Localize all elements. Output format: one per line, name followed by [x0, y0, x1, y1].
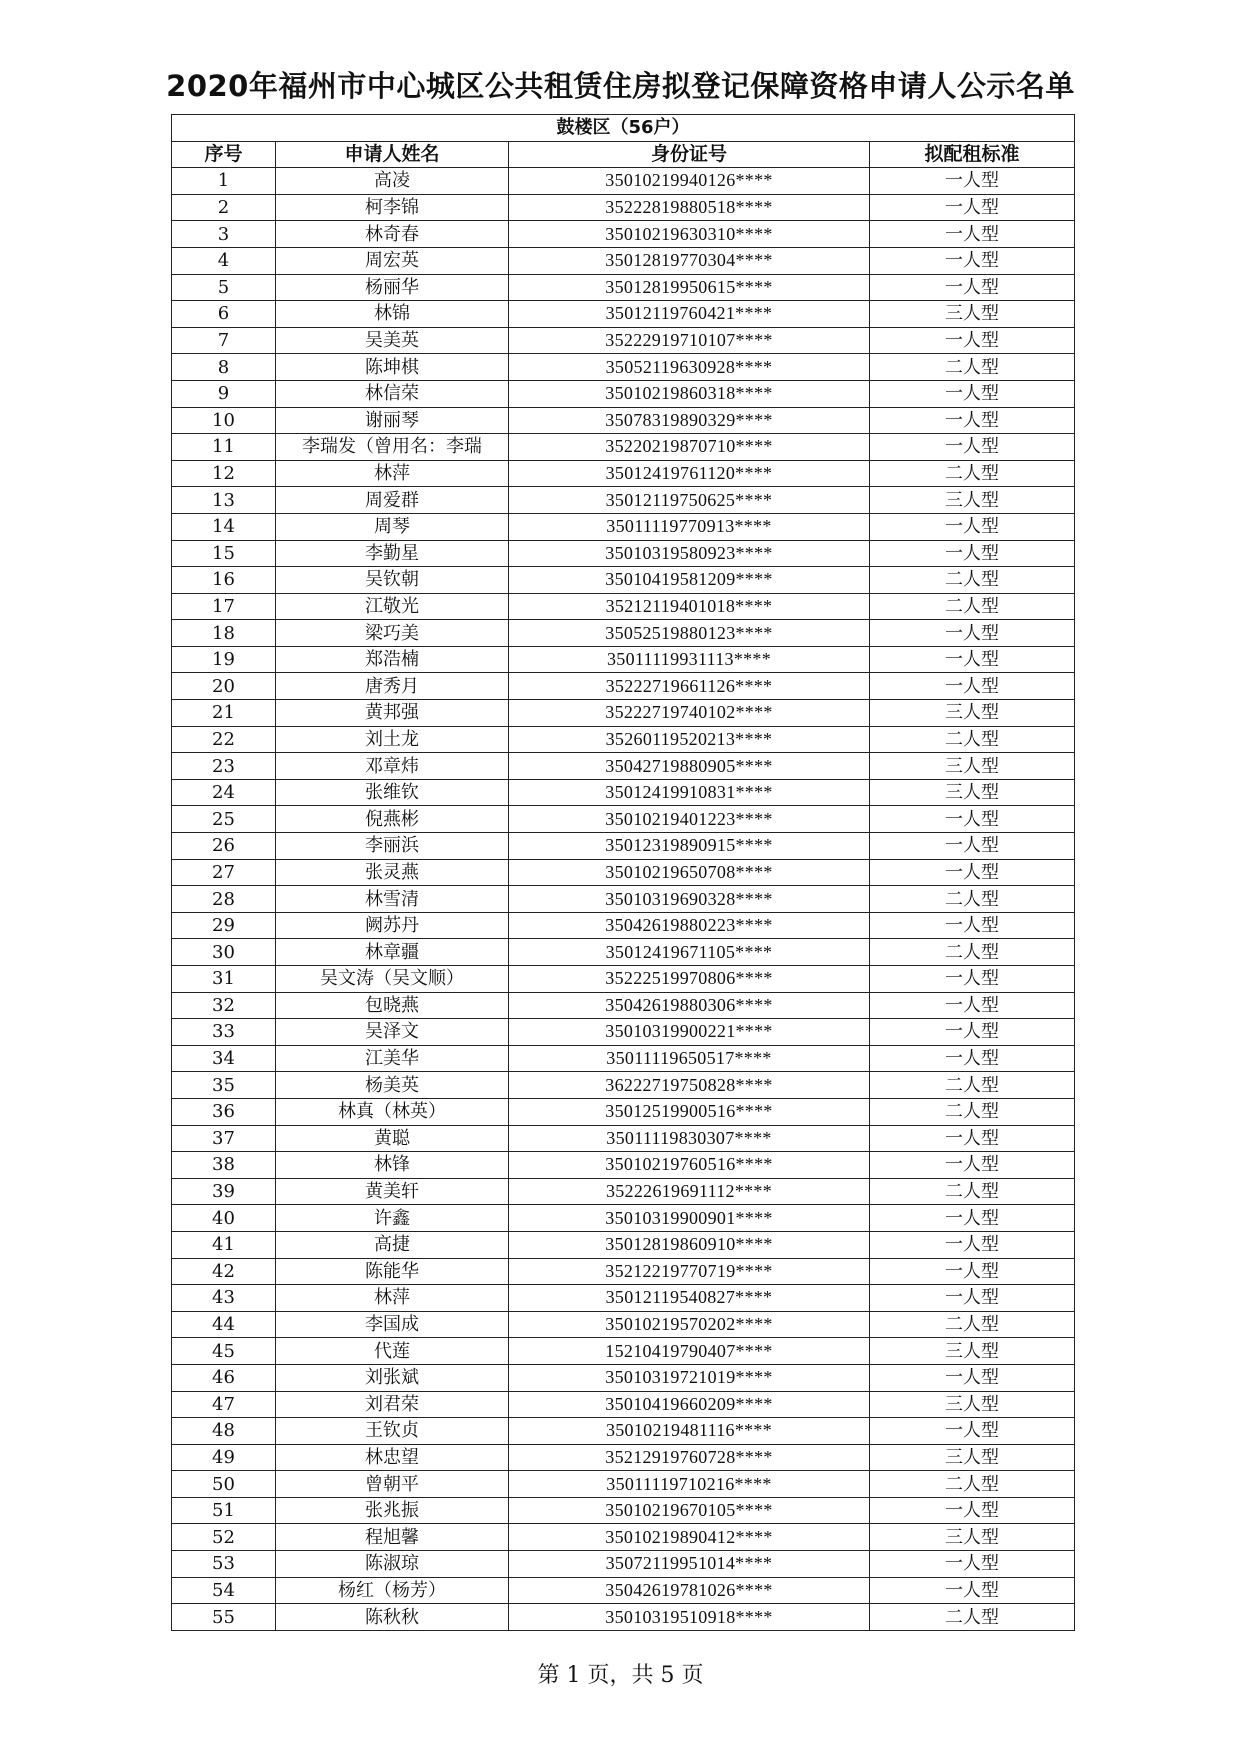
rental-standard-cell: 三人型 — [870, 779, 1075, 806]
table-row — [172, 434, 1075, 461]
applicant-name-cell: 陈能华 — [276, 1258, 509, 1285]
id-number-cell: 35222719740102**** — [509, 700, 870, 727]
id-number-cell: 35012819860910**** — [509, 1231, 870, 1258]
table-row — [172, 301, 1075, 328]
table-row — [172, 1125, 1075, 1152]
rental-standard-cell: 三人型 — [870, 753, 1075, 780]
applicant-name-cell: 刘君荣 — [276, 1391, 509, 1418]
row-number-cell: 55 — [172, 1604, 276, 1631]
id-number-cell: 35010319721019**** — [509, 1364, 870, 1391]
table-row — [172, 567, 1075, 594]
rental-standard-cell: 一人型 — [870, 540, 1075, 567]
rental-standard-cell: 一人型 — [870, 1497, 1075, 1524]
district-header: 鼓楼区（56户） — [172, 115, 1075, 142]
table-row — [172, 753, 1075, 780]
rental-standard-cell: 一人型 — [870, 407, 1075, 434]
applicant-name-cell: 张灵燕 — [276, 859, 509, 886]
column-header-row — [172, 141, 1075, 168]
table-body — [172, 168, 1075, 1631]
row-number-cell: 34 — [172, 1045, 276, 1072]
id-number-cell: 35012419671105**** — [509, 939, 870, 966]
id-number-cell: 35220219870710**** — [509, 434, 870, 461]
row-number-cell: 17 — [172, 593, 276, 620]
id-number-cell: 35212219770719**** — [509, 1258, 870, 1285]
row-number-cell: 8 — [172, 354, 276, 381]
applicant-name-cell: 林锦 — [276, 301, 509, 328]
row-number-cell: 32 — [172, 992, 276, 1019]
row-number-cell: 45 — [172, 1338, 276, 1365]
table-row — [172, 1471, 1075, 1498]
table-row — [172, 1045, 1075, 1072]
id-number-cell: 35012119540827**** — [509, 1285, 870, 1312]
applicant-name-cell: 阙苏丹 — [276, 912, 509, 939]
id-number-cell: 35011119710216**** — [509, 1471, 870, 1498]
id-number-cell: 35012519900516**** — [509, 1098, 870, 1125]
row-number-cell: 1 — [172, 168, 276, 195]
applicant-name-cell: 吴泽文 — [276, 1019, 509, 1046]
row-number-cell: 46 — [172, 1364, 276, 1391]
rental-standard-cell: 一人型 — [870, 221, 1075, 248]
table-row — [172, 1418, 1075, 1445]
id-number-cell: 35042619880223**** — [509, 912, 870, 939]
applicant-name-cell: 陈秋秋 — [276, 1604, 509, 1631]
id-number-cell: 35012419761120**** — [509, 460, 870, 487]
table-row — [172, 1444, 1075, 1471]
row-number-cell: 31 — [172, 966, 276, 993]
row-number-cell: 7 — [172, 327, 276, 354]
table-row — [172, 912, 1075, 939]
table-row — [172, 726, 1075, 753]
rental-standard-cell: 一人型 — [870, 806, 1075, 833]
row-number-cell: 30 — [172, 939, 276, 966]
rental-standard-cell: 一人型 — [870, 513, 1075, 540]
column-header-type: 拟配租标准 — [870, 141, 1075, 168]
id-number-cell: 35010419581209**** — [509, 567, 870, 594]
applicant-name-cell: 黄邦强 — [276, 700, 509, 727]
table-row — [172, 1231, 1075, 1258]
id-number-cell: 35222719661126**** — [509, 673, 870, 700]
applicant-name-cell: 高捷 — [276, 1231, 509, 1258]
id-number-cell: 35010319900901**** — [509, 1205, 870, 1232]
rental-standard-cell: 一人型 — [870, 992, 1075, 1019]
rental-standard-cell: 一人型 — [870, 327, 1075, 354]
rental-standard-cell: 一人型 — [870, 380, 1075, 407]
applicant-name-cell: 柯李锦 — [276, 194, 509, 221]
row-number-cell: 27 — [172, 859, 276, 886]
rental-standard-cell: 一人型 — [870, 1205, 1075, 1232]
id-number-cell: 35012419910831**** — [509, 779, 870, 806]
id-number-cell: 35012819770304**** — [509, 247, 870, 274]
rental-standard-cell: 二人型 — [870, 1072, 1075, 1099]
id-number-cell: 35052119630928**** — [509, 354, 870, 381]
row-number-cell: 16 — [172, 567, 276, 594]
id-number-cell: 35010219940126**** — [509, 168, 870, 195]
id-number-cell: 35012119760421**** — [509, 301, 870, 328]
row-number-cell: 18 — [172, 620, 276, 647]
row-number-cell: 19 — [172, 646, 276, 673]
id-number-cell: 35010219481116**** — [509, 1418, 870, 1445]
district-header-row — [172, 115, 1075, 142]
rental-standard-cell: 二人型 — [870, 1098, 1075, 1125]
rental-standard-cell: 一人型 — [870, 859, 1075, 886]
table-row — [172, 1178, 1075, 1205]
rental-standard-cell: 三人型 — [870, 700, 1075, 727]
applicant-name-cell: 李瑞发（曾用名：李瑞 — [276, 434, 509, 461]
row-number-cell: 29 — [172, 912, 276, 939]
row-number-cell: 47 — [172, 1391, 276, 1418]
row-number-cell: 15 — [172, 540, 276, 567]
applicant-name-cell: 王钦贞 — [276, 1418, 509, 1445]
applicant-name-cell: 吴文涛（吴文顺） — [276, 966, 509, 993]
row-number-cell: 43 — [172, 1285, 276, 1312]
column-header-name: 申请人姓名 — [276, 141, 509, 168]
page-footer: 第 1 页，共 5 页 — [537, 1663, 704, 1688]
table-row — [172, 380, 1075, 407]
applicant-name-cell: 周宏英 — [276, 247, 509, 274]
rental-standard-cell: 二人型 — [870, 939, 1075, 966]
table-row — [172, 407, 1075, 434]
table-row — [172, 1072, 1075, 1099]
rental-standard-cell: 三人型 — [870, 1338, 1075, 1365]
row-number-cell: 12 — [172, 460, 276, 487]
rental-standard-cell: 一人型 — [870, 673, 1075, 700]
document-title: 2020年福州市中心城区公共租赁住房拟登记保障资格申请人公示名单 — [166, 69, 1075, 103]
table-row — [172, 221, 1075, 248]
table-row — [172, 168, 1075, 195]
id-number-cell: 35011119830307**** — [509, 1125, 870, 1152]
applicant-name-cell: 刘土龙 — [276, 726, 509, 753]
rental-standard-cell: 一人型 — [870, 168, 1075, 195]
applicant-name-cell: 谢丽琴 — [276, 407, 509, 434]
applicant-name-cell: 唐秀月 — [276, 673, 509, 700]
id-number-cell: 35260119520213**** — [509, 726, 870, 753]
applicant-name-cell: 陈淑琼 — [276, 1551, 509, 1578]
rental-standard-cell: 一人型 — [870, 646, 1075, 673]
row-number-cell: 2 — [172, 194, 276, 221]
row-number-cell: 41 — [172, 1231, 276, 1258]
applicant-name-cell: 江美华 — [276, 1045, 509, 1072]
row-number-cell: 20 — [172, 673, 276, 700]
rental-standard-cell: 二人型 — [870, 567, 1075, 594]
rental-standard-cell: 一人型 — [870, 1045, 1075, 1072]
rental-standard-cell: 二人型 — [870, 460, 1075, 487]
applicant-name-cell: 周爱群 — [276, 487, 509, 514]
id-number-cell: 35212919760728**** — [509, 1444, 870, 1471]
table-row — [172, 779, 1075, 806]
id-number-cell: 35222919710107**** — [509, 327, 870, 354]
row-number-cell: 53 — [172, 1551, 276, 1578]
row-number-cell: 23 — [172, 753, 276, 780]
table-row — [172, 1311, 1075, 1338]
applicant-name-cell: 李丽浜 — [276, 833, 509, 860]
table-row — [172, 886, 1075, 913]
id-number-cell: 35222619691112**** — [509, 1178, 870, 1205]
row-number-cell: 51 — [172, 1497, 276, 1524]
applicant-name-cell: 李国成 — [276, 1311, 509, 1338]
id-number-cell: 35010319900221**** — [509, 1019, 870, 1046]
table-row — [172, 487, 1075, 514]
applicant-name-cell: 林真（林英） — [276, 1098, 509, 1125]
applicant-name-cell: 周琴 — [276, 513, 509, 540]
id-number-cell: 35012819950615**** — [509, 274, 870, 301]
applicant-name-cell: 刘张斌 — [276, 1364, 509, 1391]
applicant-name-cell: 梁巧美 — [276, 620, 509, 647]
table-row — [172, 1497, 1075, 1524]
id-number-cell: 35072119951014**** — [509, 1551, 870, 1578]
row-number-cell: 40 — [172, 1205, 276, 1232]
id-number-cell: 35010219670105**** — [509, 1497, 870, 1524]
applicant-name-cell: 林雪清 — [276, 886, 509, 913]
id-number-cell: 35222819880518**** — [509, 194, 870, 221]
table-row — [172, 859, 1075, 886]
rental-standard-cell: 一人型 — [870, 1577, 1075, 1604]
row-number-cell: 50 — [172, 1471, 276, 1498]
row-number-cell: 3 — [172, 221, 276, 248]
table-row — [172, 1338, 1075, 1365]
row-number-cell: 14 — [172, 513, 276, 540]
table-row — [172, 1577, 1075, 1604]
rental-standard-cell: 二人型 — [870, 1311, 1075, 1338]
id-number-cell: 35011119770913**** — [509, 513, 870, 540]
table-row — [172, 620, 1075, 647]
applicant-name-cell: 林忠望 — [276, 1444, 509, 1471]
rental-standard-cell: 三人型 — [870, 1524, 1075, 1551]
column-header-id: 身份证号 — [509, 141, 870, 168]
row-number-cell: 39 — [172, 1178, 276, 1205]
rental-standard-cell: 一人型 — [870, 1019, 1075, 1046]
applicant-name-cell: 邓章炜 — [276, 753, 509, 780]
applicant-name-cell: 林奇春 — [276, 221, 509, 248]
id-number-cell: 35010219760516**** — [509, 1152, 870, 1179]
row-number-cell: 48 — [172, 1418, 276, 1445]
rental-standard-cell: 一人型 — [870, 1231, 1075, 1258]
applicant-name-cell: 张兆振 — [276, 1497, 509, 1524]
row-number-cell: 22 — [172, 726, 276, 753]
row-number-cell: 4 — [172, 247, 276, 274]
table-row — [172, 833, 1075, 860]
table-row — [172, 194, 1075, 221]
id-number-cell: 15210419790407**** — [509, 1338, 870, 1365]
table-row — [172, 700, 1075, 727]
rental-standard-cell: 三人型 — [870, 301, 1075, 328]
rental-standard-cell: 一人型 — [870, 1418, 1075, 1445]
rental-standard-cell: 一人型 — [870, 434, 1075, 461]
row-number-cell: 25 — [172, 806, 276, 833]
table-row — [172, 1524, 1075, 1551]
row-number-cell: 10 — [172, 407, 276, 434]
id-number-cell: 35011119650517**** — [509, 1045, 870, 1072]
rental-standard-cell: 一人型 — [870, 1551, 1075, 1578]
applicant-name-cell: 倪燕彬 — [276, 806, 509, 833]
table-row — [172, 540, 1075, 567]
table-row — [172, 1098, 1075, 1125]
table-row — [172, 1258, 1075, 1285]
rental-standard-cell: 二人型 — [870, 1471, 1075, 1498]
table-row — [172, 673, 1075, 700]
rental-standard-cell: 一人型 — [870, 247, 1075, 274]
rental-standard-cell: 三人型 — [870, 487, 1075, 514]
id-number-cell: 35052519880123**** — [509, 620, 870, 647]
row-number-cell: 33 — [172, 1019, 276, 1046]
row-number-cell: 52 — [172, 1524, 276, 1551]
applicant-name-cell: 林萍 — [276, 1285, 509, 1312]
table-row — [172, 992, 1075, 1019]
row-number-cell: 24 — [172, 779, 276, 806]
row-number-cell: 38 — [172, 1152, 276, 1179]
rental-standard-cell: 一人型 — [870, 1152, 1075, 1179]
row-number-cell: 36 — [172, 1098, 276, 1125]
row-number-cell: 5 — [172, 274, 276, 301]
rental-standard-cell: 一人型 — [870, 274, 1075, 301]
id-number-cell: 35212119401018**** — [509, 593, 870, 620]
rental-standard-cell: 一人型 — [870, 1258, 1075, 1285]
table-row — [172, 1285, 1075, 1312]
table-row — [172, 247, 1075, 274]
rental-standard-cell: 二人型 — [870, 593, 1075, 620]
applicant-name-cell: 李勤星 — [276, 540, 509, 567]
table-row — [172, 1551, 1075, 1578]
table-row — [172, 1019, 1075, 1046]
rental-standard-cell: 二人型 — [870, 1604, 1075, 1631]
id-number-cell: 35042619781026**** — [509, 1577, 870, 1604]
id-number-cell: 35010219570202**** — [509, 1311, 870, 1338]
id-number-cell: 35010219860318**** — [509, 380, 870, 407]
rental-standard-cell: 一人型 — [870, 194, 1075, 221]
table-row — [172, 327, 1075, 354]
table-row — [172, 274, 1075, 301]
id-number-cell: 35012119750625**** — [509, 487, 870, 514]
row-number-cell: 21 — [172, 700, 276, 727]
row-number-cell: 44 — [172, 1311, 276, 1338]
id-number-cell: 35010319510918**** — [509, 1604, 870, 1631]
rental-standard-cell: 二人型 — [870, 354, 1075, 381]
applicant-name-cell: 程旭馨 — [276, 1524, 509, 1551]
applicant-name-cell: 杨丽华 — [276, 274, 509, 301]
table-row — [172, 806, 1075, 833]
table-row — [172, 1604, 1075, 1631]
table-row — [172, 1364, 1075, 1391]
applicant-name-cell: 林锋 — [276, 1152, 509, 1179]
table-row — [172, 1152, 1075, 1179]
rental-standard-cell: 二人型 — [870, 886, 1075, 913]
row-number-cell: 35 — [172, 1072, 276, 1099]
applicant-name-cell: 许鑫 — [276, 1205, 509, 1232]
rental-standard-cell: 一人型 — [870, 966, 1075, 993]
id-number-cell: 35010219630310**** — [509, 221, 870, 248]
rental-standard-cell: 一人型 — [870, 1285, 1075, 1312]
id-number-cell: 35012319890915**** — [509, 833, 870, 860]
row-number-cell: 13 — [172, 487, 276, 514]
rental-standard-cell: 三人型 — [870, 1444, 1075, 1471]
applicant-name-cell: 杨美英 — [276, 1072, 509, 1099]
id-number-cell: 35042719880905**** — [509, 753, 870, 780]
applicant-name-cell: 曾朝平 — [276, 1471, 509, 1498]
rental-standard-cell: 一人型 — [870, 620, 1075, 647]
row-number-cell: 42 — [172, 1258, 276, 1285]
row-number-cell: 11 — [172, 434, 276, 461]
rental-standard-cell: 一人型 — [870, 1364, 1075, 1391]
applicant-name-cell: 代莲 — [276, 1338, 509, 1365]
rental-standard-cell: 二人型 — [870, 726, 1075, 753]
applicant-name-cell: 林章疆 — [276, 939, 509, 966]
id-number-cell: 35010319690328**** — [509, 886, 870, 913]
applicant-name-cell: 杨红（杨芳） — [276, 1577, 509, 1604]
row-number-cell: 28 — [172, 886, 276, 913]
table-row — [172, 1391, 1075, 1418]
rental-standard-cell: 一人型 — [870, 912, 1075, 939]
applicant-name-cell: 林萍 — [276, 460, 509, 487]
id-number-cell: 36222719750828**** — [509, 1072, 870, 1099]
row-number-cell: 54 — [172, 1577, 276, 1604]
applicant-name-cell: 吴钦朝 — [276, 567, 509, 594]
applicant-name-cell: 江敬光 — [276, 593, 509, 620]
table-row — [172, 939, 1075, 966]
applicant-name-cell: 高凌 — [276, 168, 509, 195]
id-number-cell: 35042619880306**** — [509, 992, 870, 1019]
row-number-cell: 37 — [172, 1125, 276, 1152]
id-number-cell: 35010319580923**** — [509, 540, 870, 567]
id-number-cell: 35011119931113**** — [509, 646, 870, 673]
applicant-table — [171, 114, 1075, 1631]
id-number-cell: 35010219401223**** — [509, 806, 870, 833]
id-number-cell: 35222519970806**** — [509, 966, 870, 993]
table-row — [172, 593, 1075, 620]
table-row — [172, 513, 1075, 540]
column-header-no: 序号 — [172, 141, 276, 168]
table-row — [172, 966, 1075, 993]
applicant-name-cell: 黄聪 — [276, 1125, 509, 1152]
applicant-name-cell: 黄美轩 — [276, 1178, 509, 1205]
id-number-cell: 35010219650708**** — [509, 859, 870, 886]
table-row — [172, 646, 1075, 673]
id-number-cell: 35010219890412**** — [509, 1524, 870, 1551]
row-number-cell: 6 — [172, 301, 276, 328]
applicant-name-cell: 陈坤棋 — [276, 354, 509, 381]
rental-standard-cell: 一人型 — [870, 1125, 1075, 1152]
rental-standard-cell: 二人型 — [870, 1178, 1075, 1205]
table-row — [172, 1205, 1075, 1232]
rental-standard-cell: 一人型 — [870, 833, 1075, 860]
id-number-cell: 35078319890329**** — [509, 407, 870, 434]
applicant-name-cell: 包晓燕 — [276, 992, 509, 1019]
applicant-name-cell: 吴美英 — [276, 327, 509, 354]
rental-standard-cell: 三人型 — [870, 1391, 1075, 1418]
row-number-cell: 26 — [172, 833, 276, 860]
id-number-cell: 35010419660209**** — [509, 1391, 870, 1418]
applicant-name-cell: 林信荣 — [276, 380, 509, 407]
applicant-name-cell: 郑浩楠 — [276, 646, 509, 673]
table-row — [172, 460, 1075, 487]
applicant-name-cell: 张维钦 — [276, 779, 509, 806]
row-number-cell: 9 — [172, 380, 276, 407]
table-row — [172, 354, 1075, 381]
row-number-cell: 49 — [172, 1444, 276, 1471]
